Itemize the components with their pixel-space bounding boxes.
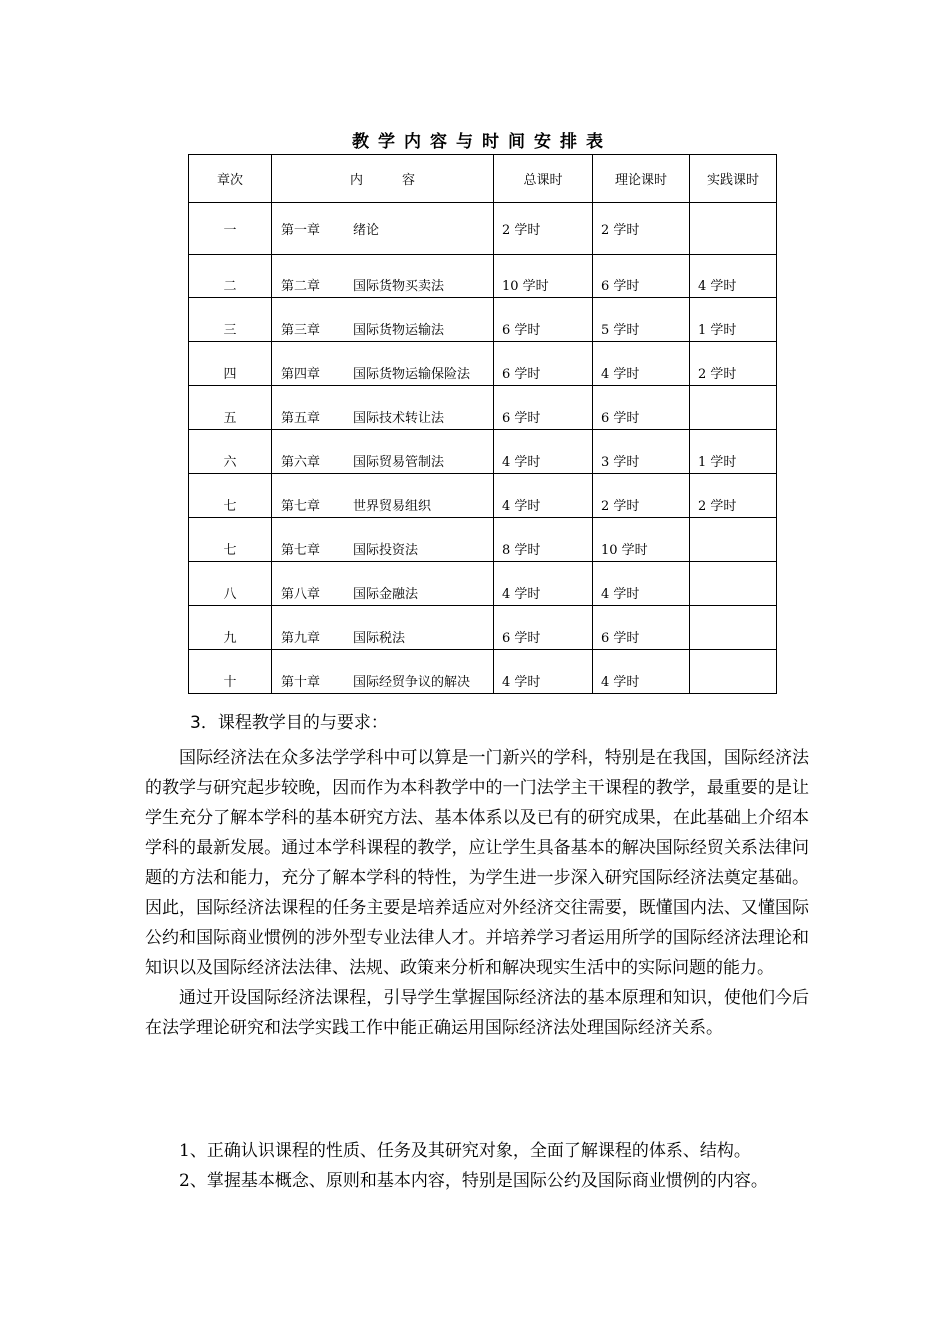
section-body bbox=[145, 743, 809, 1043]
requirement-item-1: 1、正确认识课程的性质、任务及其研究对象，全面了解课程的体系、结构。 bbox=[179, 1141, 751, 1161]
cell-chapter: 一 bbox=[189, 203, 272, 255]
cell-practice-hours bbox=[690, 650, 777, 694]
cell-practice-hours bbox=[690, 203, 777, 255]
cell-total-hours: 6 学时 bbox=[494, 386, 593, 430]
table-row bbox=[189, 474, 777, 518]
chapter-name: 绪论 bbox=[353, 223, 380, 238]
cell-theory-hours: 6 学时 bbox=[593, 606, 690, 650]
cell-total-hours: 4 学时 bbox=[494, 562, 593, 606]
cell-theory-hours: 4 学时 bbox=[593, 342, 690, 386]
chapter-name: 世界贸易组织 bbox=[353, 499, 432, 514]
chapter-name: 国际经贸争议的解决 bbox=[353, 675, 471, 690]
cell-theory-hours: 5 学时 bbox=[593, 298, 690, 342]
header-total: 总课时 bbox=[494, 155, 593, 203]
cell-theory-hours: 3 学时 bbox=[593, 430, 690, 474]
header-chapter: 章次 bbox=[189, 155, 272, 203]
chapter-number: 第三章 bbox=[281, 323, 321, 338]
cell-chapter: 九 bbox=[189, 606, 272, 650]
chapter-number: 第八章 bbox=[281, 587, 321, 602]
cell-total-hours: 6 学时 bbox=[494, 606, 593, 650]
cell-total-hours: 6 学时 bbox=[494, 342, 593, 386]
chapter-number: 第六章 bbox=[281, 455, 321, 470]
cell-content bbox=[272, 342, 494, 386]
table-body bbox=[189, 203, 777, 694]
table-row bbox=[189, 255, 777, 298]
chapter-name: 国际税法 bbox=[353, 631, 406, 646]
cell-total-hours: 2 学时 bbox=[494, 203, 593, 255]
chapter-name: 国际投资法 bbox=[353, 543, 419, 558]
cell-content bbox=[272, 518, 494, 562]
cell-content bbox=[272, 255, 494, 298]
cell-content bbox=[272, 430, 494, 474]
cell-theory-hours: 6 学时 bbox=[593, 255, 690, 298]
cell-theory-hours: 6 学时 bbox=[593, 386, 690, 430]
chapter-name: 国际货物运输保险法 bbox=[353, 367, 471, 382]
cell-practice-hours: 1 学时 bbox=[690, 298, 777, 342]
cell-chapter: 四 bbox=[189, 342, 272, 386]
table-row bbox=[189, 386, 777, 430]
cell-practice-hours bbox=[690, 518, 777, 562]
header-content: 内 容 bbox=[272, 155, 494, 203]
cell-practice-hours: 2 学时 bbox=[690, 342, 777, 386]
chapter-number: 第四章 bbox=[281, 367, 321, 382]
cell-total-hours: 6 学时 bbox=[494, 298, 593, 342]
paragraph-2: 通过开设国际经济法课程，引导学生掌握国际经济法的基本原理和知识，使他们今后在法学理论研究和法学实践工作中能正确运用国际经济法处理国际经济关系。 bbox=[145, 988, 809, 1038]
table-row bbox=[189, 606, 777, 650]
cell-theory-hours: 2 学时 bbox=[593, 203, 690, 255]
cell-theory-hours: 4 学时 bbox=[593, 650, 690, 694]
cell-practice-hours: 1 学时 bbox=[690, 430, 777, 474]
cell-content bbox=[272, 203, 494, 255]
cell-theory-hours: 4 学时 bbox=[593, 562, 690, 606]
section-heading: 3．课程教学目的与要求： bbox=[190, 713, 388, 733]
chapter-number: 第十章 bbox=[281, 675, 321, 690]
cell-content bbox=[272, 386, 494, 430]
cell-chapter: 五 bbox=[189, 386, 272, 430]
chapter-number: 第五章 bbox=[281, 411, 321, 426]
chapter-number: 第二章 bbox=[281, 279, 321, 294]
chapter-name: 国际货物买卖法 bbox=[353, 279, 445, 294]
chapter-number: 第七章 bbox=[281, 499, 321, 514]
cell-total-hours: 10 学时 bbox=[494, 255, 593, 298]
chapter-name: 国际贸易管制法 bbox=[353, 455, 445, 470]
cell-practice-hours: 4 学时 bbox=[690, 255, 777, 298]
cell-chapter: 七 bbox=[189, 474, 272, 518]
header-theory: 理论课时 bbox=[593, 155, 690, 203]
cell-total-hours: 4 学时 bbox=[494, 650, 593, 694]
table-row bbox=[189, 562, 777, 606]
cell-content bbox=[272, 562, 494, 606]
paragraph-1: 国际经济法在众多法学学科中可以算是一门新兴的学科，特别是在我国，国际经济法的教学与研究起步较晚，因而作为本科教学中的一门法学主干课程的教学，最重要的是让学生充分了解本学科的基本研究方法、基本体系以及已有的研究成果，在此基础上介绍本学科的最新发展。通过本学科课程的教学，应让学生具备基本的解决国际经贸关系法律问题的方法和能力，充分了解本学科的特性，为学生进一步深入研究国际经济法奠定基础。因此，国际经济法课程的任务主要是培养适应对外经济交往需要，既懂国内法、又懂国际公约和国际商业惯例的涉外型专业法律人才。并培养学习者运用所学的国际经济法理论和知识以及国际经济法法律、法规、政策来分析和解决现实生活中的实际问题的能力。 bbox=[145, 748, 809, 978]
cell-theory-hours: 10 学时 bbox=[593, 518, 690, 562]
table-row bbox=[189, 203, 777, 255]
chapter-number: 第七章 bbox=[281, 543, 321, 558]
table-row bbox=[189, 298, 777, 342]
chapter-name: 国际技术转让法 bbox=[353, 411, 445, 426]
cell-chapter: 二 bbox=[189, 255, 272, 298]
chapter-name: 国际金融法 bbox=[353, 587, 419, 602]
cell-chapter: 三 bbox=[189, 298, 272, 342]
header-practice: 实践课时 bbox=[690, 155, 777, 203]
cell-practice-hours bbox=[690, 386, 777, 430]
cell-chapter: 七 bbox=[189, 518, 272, 562]
table-title: 教学内容与时间安排表 bbox=[352, 132, 612, 152]
cell-total-hours: 8 学时 bbox=[494, 518, 593, 562]
chapter-number: 第九章 bbox=[281, 631, 321, 646]
cell-chapter: 十 bbox=[189, 650, 272, 694]
cell-practice-hours: 2 学时 bbox=[690, 474, 777, 518]
table-row bbox=[189, 342, 777, 386]
cell-content bbox=[272, 474, 494, 518]
cell-chapter: 六 bbox=[189, 430, 272, 474]
cell-practice-hours bbox=[690, 562, 777, 606]
cell-theory-hours: 2 学时 bbox=[593, 474, 690, 518]
cell-content bbox=[272, 650, 494, 694]
table-row bbox=[189, 650, 777, 694]
requirements-list bbox=[145, 1136, 809, 1196]
cell-content bbox=[272, 606, 494, 650]
requirement-item-2: 2、掌握基本概念、原则和基本内容，特别是国际公约及国际商业惯例的内容。 bbox=[179, 1171, 768, 1191]
table-row bbox=[189, 518, 777, 562]
chapter-number: 第一章 bbox=[281, 223, 321, 238]
chapter-name: 国际货物运输法 bbox=[353, 323, 445, 338]
cell-content bbox=[272, 298, 494, 342]
schedule-table bbox=[188, 154, 777, 694]
cell-total-hours: 4 学时 bbox=[494, 430, 593, 474]
cell-practice-hours bbox=[690, 606, 777, 650]
cell-chapter: 八 bbox=[189, 562, 272, 606]
table-header-row bbox=[189, 155, 777, 203]
table-row bbox=[189, 430, 777, 474]
cell-total-hours: 4 学时 bbox=[494, 474, 593, 518]
